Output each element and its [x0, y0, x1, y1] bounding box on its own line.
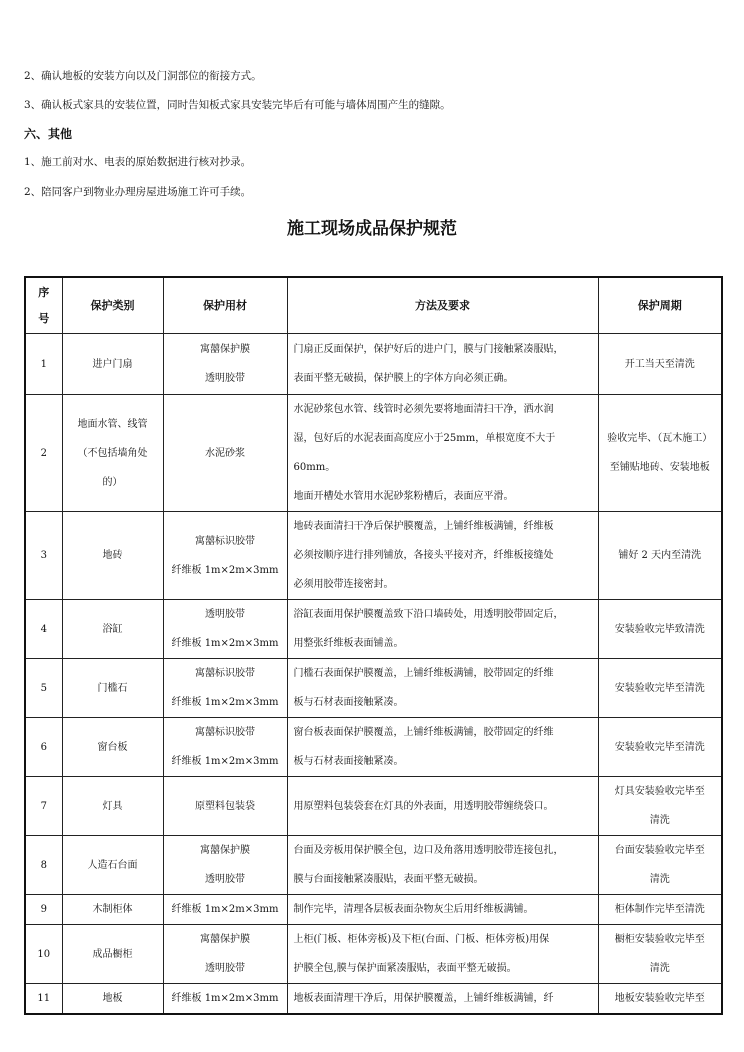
- cell-no: 4: [25, 600, 62, 659]
- cell-period: 安装验收完毕致清洗: [598, 600, 722, 659]
- cell-cat: 进户门扇: [62, 334, 163, 395]
- cell-no: 2: [25, 395, 62, 512]
- cell-method: 地砖表面清扫干净后保护膜覆盖，上铺纤维板满铺，纤维板 必须按顺序进行排列铺放，各接头平接对齐，纤维板接缝处 必须用胶带连接密封。: [287, 512, 598, 600]
- table-row: [25, 659, 722, 718]
- cell-period: 开工当天至清洗: [598, 334, 722, 395]
- cell-no: 1: [25, 334, 62, 395]
- cell-method: 制作完毕，清理各层板表面杂物灰尘后用纤维板满铺。: [287, 895, 598, 925]
- cell-no: 3: [25, 512, 62, 600]
- paragraph: 2、确认地板的安装方向以及门洞部位的衔接方式。: [24, 70, 262, 82]
- cell-period: 柜体制作完毕至清洗: [598, 895, 722, 925]
- cell-mat: 寓囍标识胶带 纤维板 1m×2m×3mm: [163, 512, 287, 600]
- cell-method: 地板表面清理干净后，用保护膜覆盖，上铺纤维板满铺，纤: [287, 984, 598, 1015]
- cell-no: 7: [25, 777, 62, 836]
- cell-cat: 地砖: [62, 512, 163, 600]
- cell-no: 11: [25, 984, 62, 1015]
- column-header: 保护类别: [62, 277, 163, 334]
- table-row: [25, 718, 722, 777]
- cell-mat: 纤维板 1m×2m×3mm: [163, 895, 287, 925]
- cell-mat: 透明胶带 纤维板 1m×2m×3mm: [163, 600, 287, 659]
- cell-mat: 寓囍保护膜 透明胶带: [163, 334, 287, 395]
- cell-cat: 成品橱柜: [62, 925, 163, 984]
- cell-cat: 地面水管、线管 （不包括墙角处 的）: [62, 395, 163, 512]
- section-heading: 六、其他: [24, 127, 73, 141]
- cell-period: 验收完毕、（瓦木施工） 至铺贴地砖、安装地板: [598, 395, 722, 512]
- cell-mat: 水泥砂浆: [163, 395, 287, 512]
- cell-mat: 寓囍保护膜 透明胶带: [163, 925, 287, 984]
- cell-mat: 寓囍标识胶带 纤维板 1m×2m×3mm: [163, 659, 287, 718]
- paragraph: 3、确认板式家具的安装位置，同时告知板式家具安装完毕后有可能与墙体周围产生的缝隙。: [24, 99, 451, 111]
- cell-method: 门槛石表面保护膜覆盖，上铺纤维板满铺，胶带固定的纤维 板与石材表面接触紧凑。: [287, 659, 598, 718]
- table-row: [25, 895, 722, 925]
- cell-method: 台面及旁板用保护膜全包，边口及角落用透明胶带连接包扎， 膜与台面接触紧凑服贴，表面平整无破损。: [287, 836, 598, 895]
- cell-no: 5: [25, 659, 62, 718]
- protection-table: [24, 276, 723, 1015]
- paragraph: 1、施工前对水、电表的原始数据进行核对抄录。: [24, 156, 252, 168]
- column-header: 保护用材: [163, 277, 287, 334]
- cell-period: 安装验收完毕至清洗: [598, 718, 722, 777]
- column-header: 方法及要求: [287, 277, 598, 334]
- cell-cat: 门槛石: [62, 659, 163, 718]
- table-row: [25, 334, 722, 395]
- cell-cat: 人造石台面: [62, 836, 163, 895]
- cell-cat: 灯具: [62, 777, 163, 836]
- document-title: 施工现场成品保护规范: [287, 219, 457, 239]
- cell-mat: 寓囍保护膜 透明胶带: [163, 836, 287, 895]
- table-row: [25, 395, 722, 512]
- table-row: [25, 984, 722, 1015]
- cell-cat: 窗台板: [62, 718, 163, 777]
- cell-cat: 木制柜体: [62, 895, 163, 925]
- cell-method: 窗台板表面保护膜覆盖，上铺纤维板满铺，胶带固定的纤维 板与石材表面接触紧凑。: [287, 718, 598, 777]
- column-header: 序 号: [25, 277, 62, 334]
- table-row: [25, 925, 722, 984]
- cell-no: 9: [25, 895, 62, 925]
- cell-method: 用原塑料包装袋套在灯具的外表面，用透明胶带缠绕袋口。: [287, 777, 598, 836]
- cell-no: 10: [25, 925, 62, 984]
- cell-method: 门扇正反面保护，保护好后的进户门，膜与门接触紧凑服贴， 表面平整无破损，保护膜上的字体方向必须正确。: [287, 334, 598, 395]
- cell-method: 浴缸表面用保护膜覆盖致下沿口墙砖处，用透明胶带固定后， 用整张纤维板表面铺盖。: [287, 600, 598, 659]
- cell-period: 地板安装验收完毕至: [598, 984, 722, 1015]
- table-row: [25, 512, 722, 600]
- cell-method: 上柜(门板、柜体旁板)及下柜(台面、门板、柜体旁板)用保 护膜全包,膜与保护面紧凑服贴，表面平整无破损。: [287, 925, 598, 984]
- cell-period: 台面安装验收完毕至 清洗: [598, 836, 722, 895]
- cell-cat: 地板: [62, 984, 163, 1015]
- table-row: [25, 836, 722, 895]
- paragraph: 2、陪同客户到物业办理房屋进场施工许可手续。: [24, 186, 252, 198]
- cell-no: 8: [25, 836, 62, 895]
- cell-period: 灯具安装验收完毕至 清洗: [598, 777, 722, 836]
- table-row: [25, 777, 722, 836]
- cell-mat: 原塑料包装袋: [163, 777, 287, 836]
- cell-mat: 寓囍标识胶带 纤维板 1m×2m×3mm: [163, 718, 287, 777]
- cell-mat: 纤维板 1m×2m×3mm: [163, 984, 287, 1015]
- cell-method: 水泥砂浆包水管、线管时必须先要将地面清扫干净，洒水润 湿，包好后的水泥表面高度应小于25mm，单根宽度不大于60mm。 地面开槽处水管用水泥砂浆粉槽后，表面应平滑。: [287, 395, 598, 512]
- cell-period: 橱柜安装验收完毕至 清洗: [598, 925, 722, 984]
- cell-no: 6: [25, 718, 62, 777]
- cell-period: 铺好 2 天内至清洗: [598, 512, 722, 600]
- cell-cat: 浴缸: [62, 600, 163, 659]
- column-header: 保护周期: [598, 277, 722, 334]
- cell-period: 安装验收完毕至清洗: [598, 659, 722, 718]
- table-row: [25, 600, 722, 659]
